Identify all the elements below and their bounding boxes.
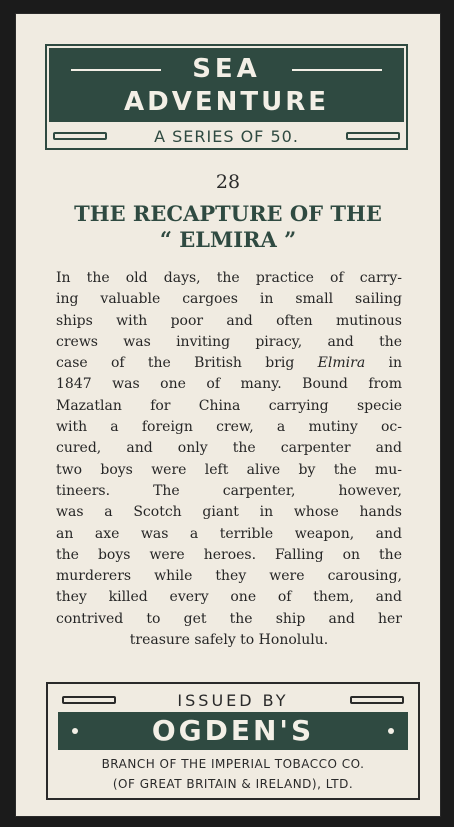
heading-line-2: “ ELMIRA ” bbox=[159, 227, 297, 252]
cigarette-card bbox=[16, 14, 440, 816]
title-sea: SEA bbox=[192, 54, 261, 84]
body-line: murderers while they were carousing, bbox=[56, 568, 402, 585]
series-label: A SERIES OF 50. bbox=[154, 127, 299, 146]
footer-box bbox=[46, 682, 420, 800]
card-number: 28 bbox=[215, 171, 241, 193]
body-line: case of the British brig Elmira in bbox=[56, 355, 402, 372]
body-line: crews was inviting piracy, and the bbox=[56, 333, 402, 350]
body-line: Mazatlan for China carrying specie bbox=[56, 397, 402, 414]
heading-line-1: THE RECAPTURE OF THE bbox=[74, 201, 382, 226]
branch-line-1: BRANCH OF THE IMPERIAL TOBACCO CO. bbox=[101, 757, 365, 771]
header-banner bbox=[49, 48, 404, 122]
issued-by-row bbox=[48, 690, 418, 712]
card-heading bbox=[36, 201, 420, 253]
body-line: 1847 was one of many. Bound from bbox=[56, 376, 402, 393]
body-line: contrived to get the ship and her bbox=[56, 610, 402, 627]
ogdens-banner bbox=[58, 712, 408, 750]
banner-dot-right bbox=[388, 728, 394, 734]
ogdens-logo-text: OGDEN'S bbox=[151, 714, 315, 747]
issued-pill-left bbox=[62, 696, 116, 704]
header-box bbox=[45, 44, 408, 150]
body-line: was a Scotch giant in whose hands bbox=[56, 504, 402, 521]
body-line: the boys were heroes. Falling on the bbox=[56, 546, 402, 563]
body-line: In the old days, the practice of carry- bbox=[56, 270, 402, 286]
ship-name-elmira: Elmira bbox=[317, 355, 366, 372]
body-line: tineers. The carpenter, however, bbox=[56, 482, 402, 499]
body-line: cured, and only the carpenter and bbox=[56, 440, 402, 457]
branch-line-2: (OF GREAT BRITAIN & IRELAND), LTD. bbox=[112, 777, 354, 791]
body-line: two boys were left alive by the mu- bbox=[56, 461, 402, 478]
title-adventure: ADVENTURE bbox=[124, 87, 329, 117]
body-line: an axe was a terrible weapon, and bbox=[56, 525, 402, 542]
issued-pill-right bbox=[350, 696, 404, 704]
body-line: ing valuable cargoes in small sailing bbox=[56, 291, 402, 308]
body-line: treasure safely to Honolulu. bbox=[129, 632, 329, 649]
body-line: ships with poor and often mutinous bbox=[56, 312, 402, 329]
issued-by-label: ISSUED BY bbox=[177, 691, 289, 710]
series-row bbox=[49, 126, 404, 148]
body-line: with a foreign crew, a mutiny oc- bbox=[56, 419, 402, 436]
banner-dot-left bbox=[72, 728, 78, 734]
series-pill-right bbox=[346, 132, 400, 140]
card-body-text bbox=[56, 268, 402, 651]
body-line: they killed every one of them, and bbox=[56, 589, 402, 606]
series-pill-left bbox=[53, 132, 107, 140]
